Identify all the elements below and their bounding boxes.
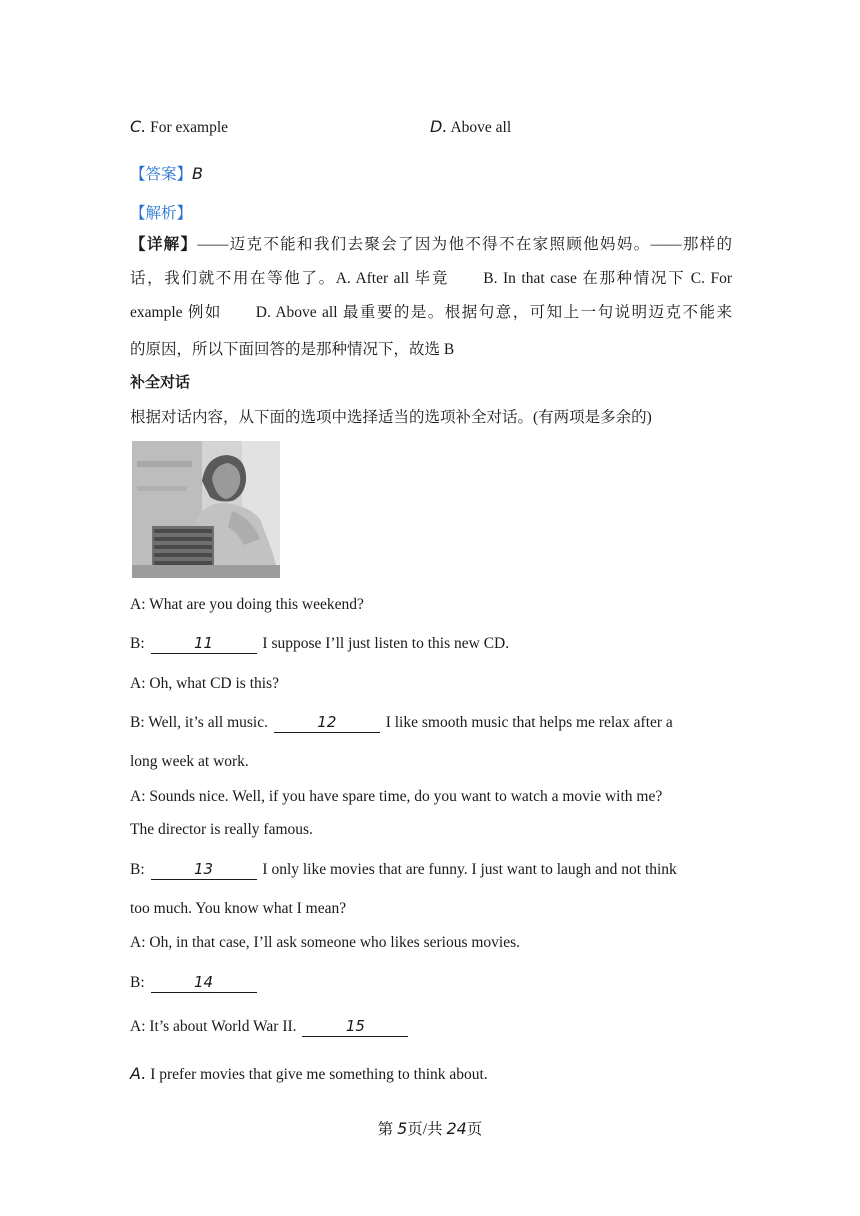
option-d-text: Above all — [450, 119, 512, 136]
option-d — [430, 117, 511, 137]
dialogue-text-8: I only like movies that are funny. I just want to laugh and not think — [258, 861, 677, 878]
answer-blank-13[interactable] — [151, 861, 257, 880]
page-footer — [0, 1117, 860, 1139]
option-a-letter: A. — [130, 1064, 147, 1083]
dialogue-text-4-prefix: B: Well, it’s all music. — [130, 714, 272, 731]
option-c-letter: C. — [130, 117, 147, 136]
dialogue-line-5: long week at work. — [130, 753, 249, 770]
blank-number-15: 15 — [345, 1017, 365, 1035]
answer-blank-15[interactable] — [302, 1018, 408, 1037]
section-title: 补全对话 — [130, 373, 191, 391]
footer-page-number: 5 — [397, 1119, 408, 1138]
dialogue-line-3: A: Oh, what CD is this? — [130, 675, 279, 692]
footer-middle: 页/共 — [407, 1121, 447, 1138]
dialogue-speaker-b: B: — [130, 635, 149, 652]
answer-blank-11[interactable] — [151, 635, 257, 654]
option-c — [130, 117, 228, 137]
answer-value: B — [192, 164, 203, 183]
detail-label: 【详解】 — [130, 236, 198, 253]
detail-line-2: 话，我们就不用在等他了。A. After all 毕竟 B. In that case 在那种情况下 C. For — [130, 270, 732, 287]
dialogue-speaker-b-2: B: — [130, 861, 149, 878]
answer-line — [130, 162, 203, 184]
dialogue-line-10: A: Oh, in that case, I’ll ask someone who likes serious movies. — [130, 934, 521, 951]
answer-blank-12[interactable] — [274, 714, 380, 733]
dialogue-text-2: I suppose I’ll just listen to this new CD. — [258, 635, 510, 652]
dialogue-line-9: too much. You know what I mean? — [130, 900, 347, 917]
dialogue-photo — [132, 441, 280, 578]
dialogue-line-4 — [130, 714, 673, 733]
blank-number-11: 11 — [193, 634, 214, 652]
analysis-label: 【解析】 — [130, 205, 193, 222]
dialogue-text-12: A: It’s about World War II. — [130, 1018, 301, 1035]
dialogue-line-6: A: Sounds nice. Well, if you have spare time, do you want to watch a movie with me? — [130, 788, 663, 805]
detail-text-1: ——迈克不能和我们去聚会了因为他不得不在家照顾他妈妈。——那样的 — [197, 236, 732, 253]
dialogue-line-8 — [130, 861, 677, 880]
blank-number-14: 14 — [193, 973, 214, 991]
dialogue-line-2 — [130, 635, 509, 654]
blank-number-13: 13 — [193, 860, 214, 878]
section-instruction: 根据对话内容，从下面的选项中选择适当的选项补全对话。(有两项是多余的) — [130, 409, 652, 426]
answer-label: 【答案】 — [130, 166, 193, 183]
detail-line-3: example 例如 D. Above all 最重要的是。根据句意，可知上一句说明迈克不能来 — [130, 304, 732, 321]
dialogue-line-7: The director is really famous. — [130, 821, 313, 838]
option-d-letter: D. — [430, 117, 448, 136]
detail-line-1 — [130, 228, 732, 262]
answer-blank-14[interactable] — [151, 974, 257, 993]
dialogue-speaker-b-3: B: — [130, 974, 149, 991]
blank-number-12: 12 — [317, 713, 337, 731]
option-a — [130, 1064, 488, 1084]
photo-man-with-cds — [132, 441, 280, 578]
dialogue-line-1: A: What are you doing this weekend? — [130, 596, 364, 613]
footer-total-pages: 24 — [446, 1119, 467, 1138]
option-a-text: I prefer movies that give me something to think about. — [150, 1066, 488, 1083]
footer-prefix: 第 — [377, 1121, 398, 1138]
footer-suffix: 页 — [466, 1121, 483, 1138]
option-c-text: For example — [150, 119, 229, 136]
dialogue-line-11 — [130, 974, 259, 993]
dialogue-line-12 — [130, 1018, 410, 1037]
dialogue-text-4: I like smooth music that helps me relax after a — [381, 714, 673, 731]
detail-line-4: 的原因，所以下面回答的是那种情况下，故选 B — [130, 341, 455, 358]
